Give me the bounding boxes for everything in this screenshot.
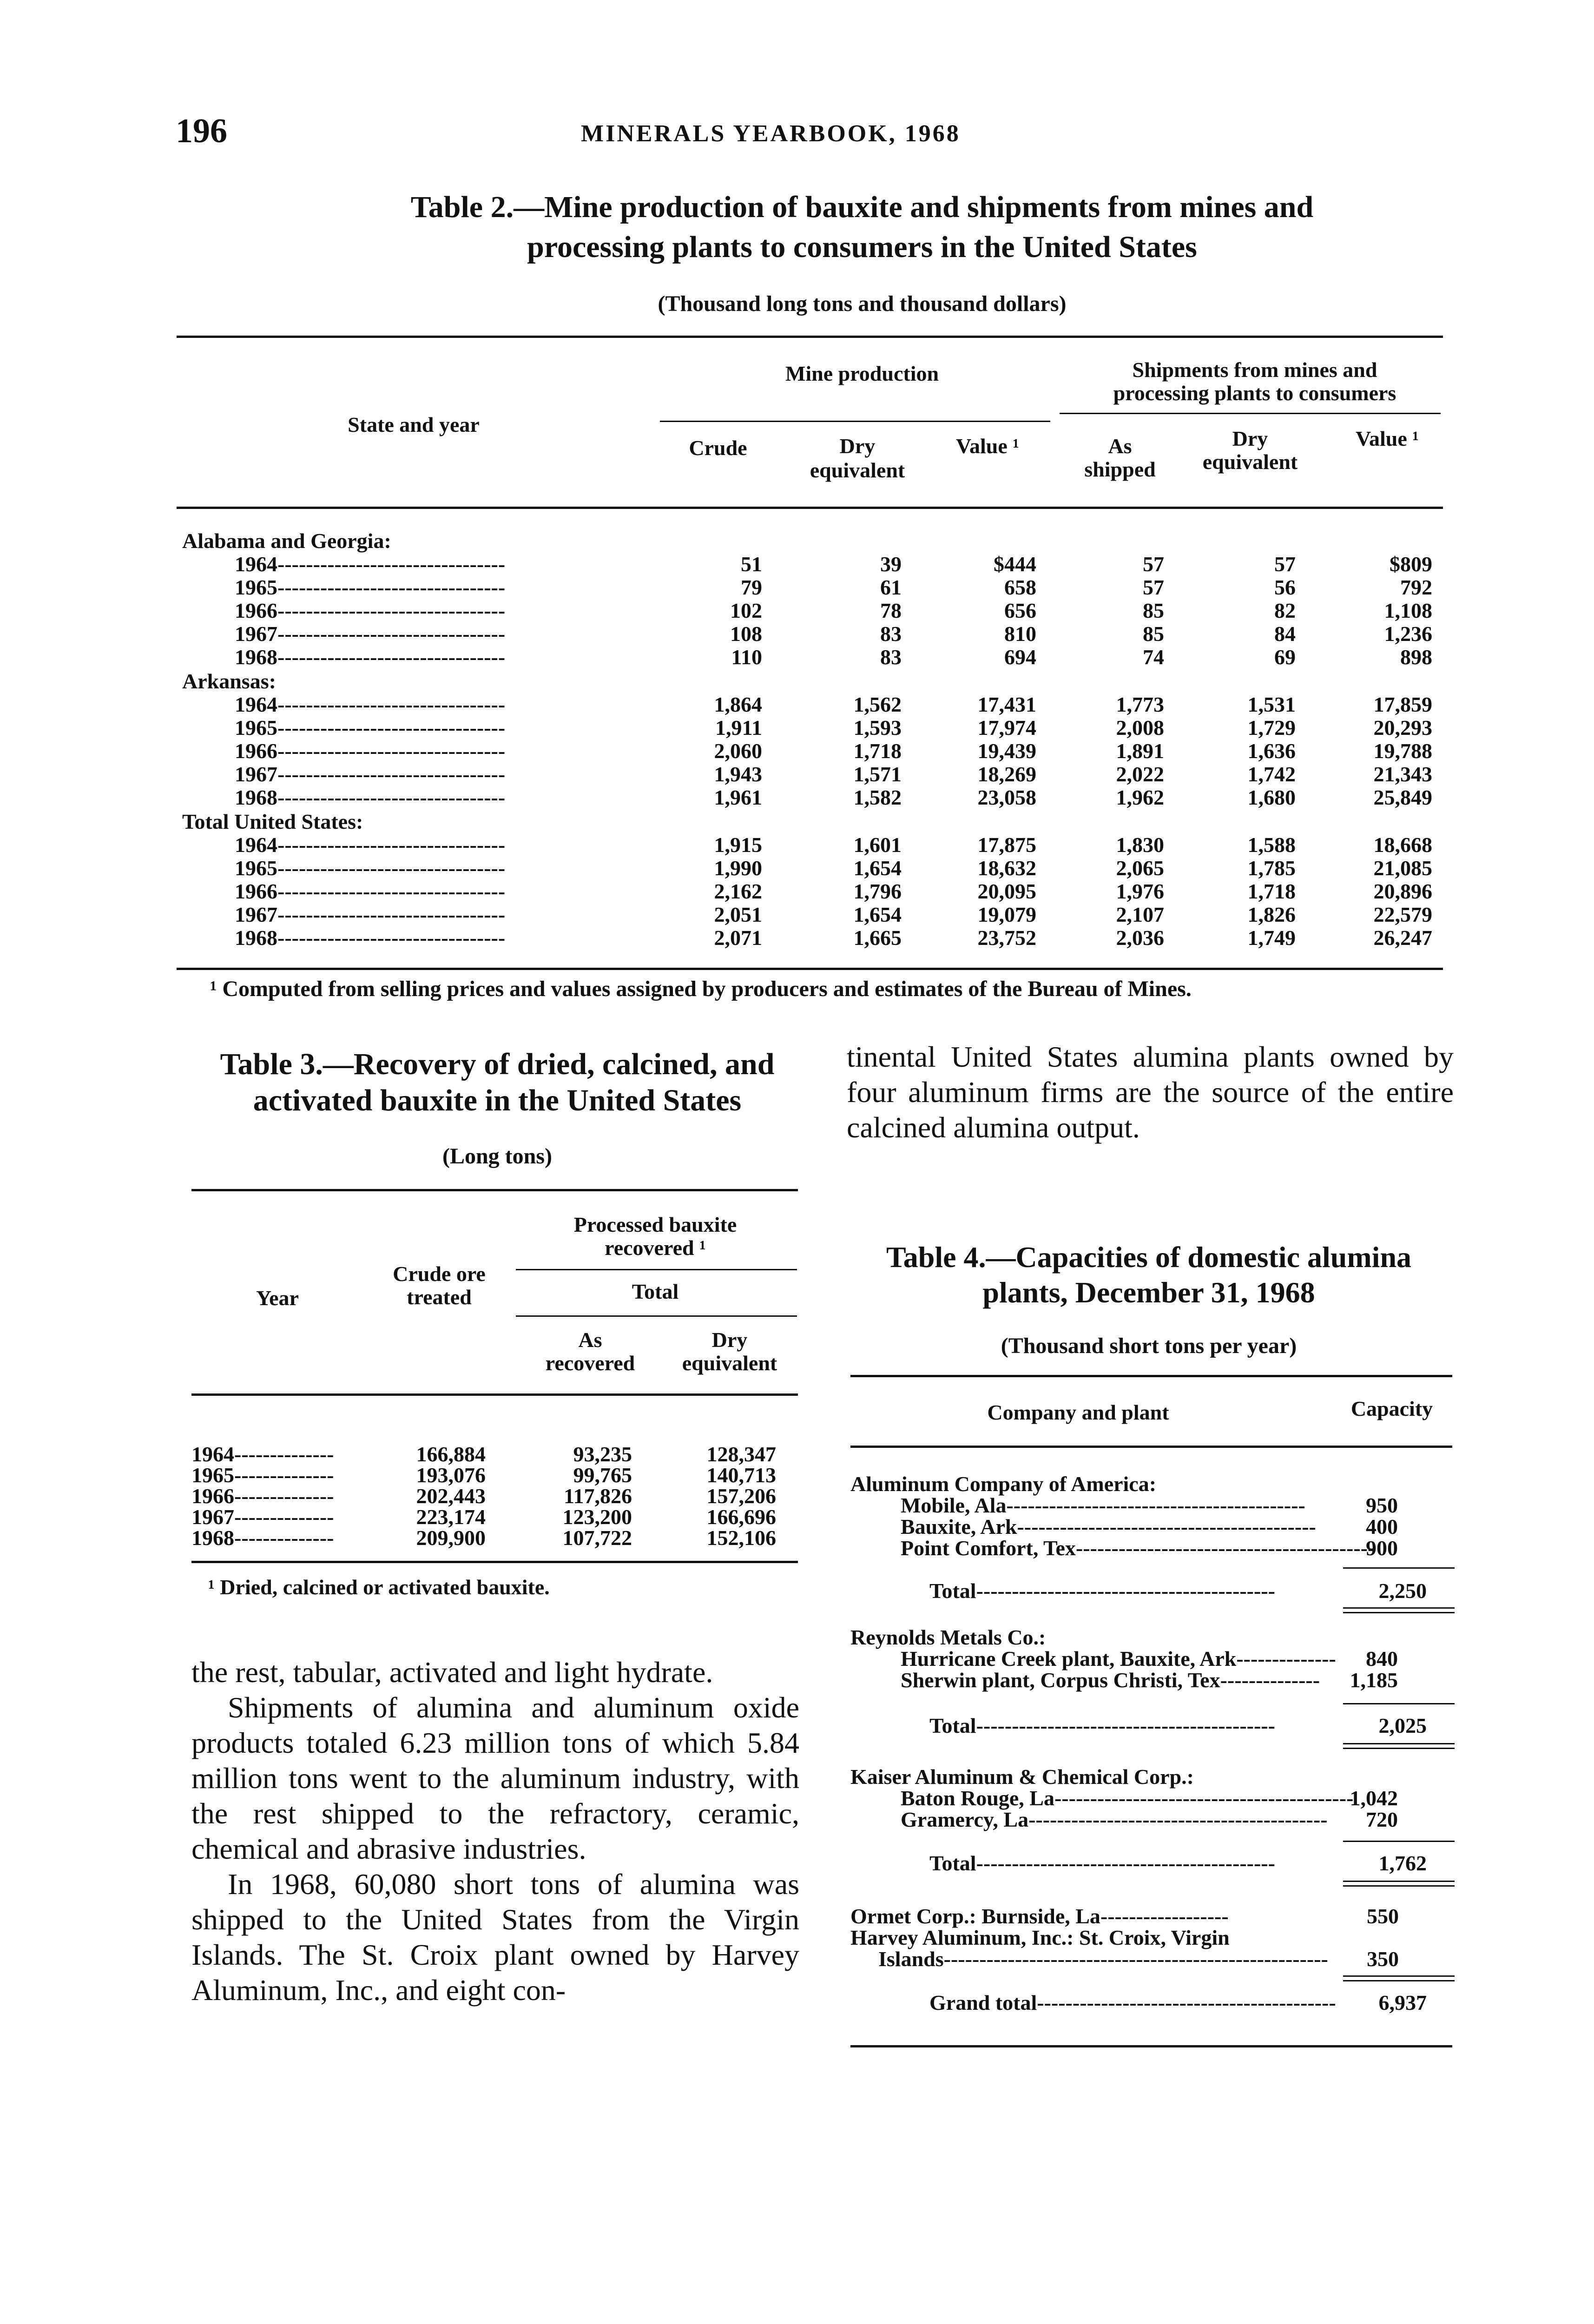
table3-units: (Long tons) [442,1144,553,1169]
list-item [850,1906,1450,1927]
table2-cell-value-shipped: 18,668 [1373,833,1432,857]
table4-plant-name: Sherwin plant, Corpus Christi, Tex-------------- [901,1668,1320,1692]
paragraph: In 1968, 60,080 short tons of alumina was shipped to the United States from the Virgin Islands. The St. Croix plant owned by Harvey Aluminum, Inc., and eight con- [191,1868,799,2007]
table4-grand-total-row [929,1992,1450,2014]
table2-year: 1964-------------------------------- [235,693,506,716]
table3-cell-dry: 166,696 [706,1505,776,1529]
table2-cell-crude: 108 [730,622,762,646]
table2-footnote: ¹ Computed from selling prices and values assigned by producers and estimates of the Bureau of Mines. [210,977,1192,1001]
list-item [901,1516,1449,1538]
table4-title-line2: plants, December 31, 1968 [982,1276,1315,1309]
list-item [901,1788,1449,1809]
table4-plant-name: Hurricane Creek plant, Bauxite, Ark-------------- [901,1647,1336,1670]
table2-cell-as-shipped: 1,962 [1116,786,1164,809]
table2-col-dry2-line1: Dry [1232,427,1268,450]
table2-group-label: Alabama and Georgia: [182,529,391,553]
table3-year: 1968-------------- [191,1526,334,1550]
table2-cell-dry-shipped: 1,636 [1247,739,1296,763]
table4-plant-name: Point Comfort, Tex------------------------------------------ [901,1536,1375,1560]
table2-cell-dry-shipped: 1,588 [1247,833,1296,857]
table2-cell-value: 17,974 [977,716,1036,739]
table2-col-dry1-line1: Dry [839,434,876,458]
table2-cell-dry-shipped: 1,826 [1247,903,1296,926]
table2-units: (Thousand long tons and thousand dollars) [658,291,1067,316]
table2-cell-value-shipped: 17,859 [1373,693,1432,716]
table2-col-dry2-line2: equivalent [1202,450,1298,474]
table2-cell-value: 18,269 [977,762,1036,786]
table2-cell-dry-shipped: 1,742 [1247,762,1296,786]
table2-col-value1: Value ¹ [955,434,1020,458]
table2-cell-dry-shipped: 1,785 [1247,856,1296,880]
table2-cell-dry-shipped: 56 [1274,575,1296,599]
table2-cell-as-shipped: 1,830 [1116,833,1164,857]
table2-cell-dry: 1,654 [853,903,902,926]
table2-cell-dry-shipped: 84 [1274,622,1296,646]
table3-cell-as-recovered: 93,235 [573,1442,632,1466]
table4-company-name: Aluminum Company of America: [850,1472,1157,1496]
table2-cell-value-shipped: 792 [1400,575,1432,599]
table2-cell-value-shipped: 25,849 [1373,786,1432,809]
table2-cell-dry: 78 [880,599,902,622]
table2-cell-value: 658 [1004,575,1036,599]
table2-group-label: Total United States: [182,810,363,833]
table2-cell-value: 17,431 [977,693,1036,716]
table2-stub-header: State and year [348,413,480,436]
table2-year: 1966-------------------------------- [235,599,506,622]
table2-cell-value-shipped: 19,788 [1373,739,1432,763]
list-item [901,1648,1449,1670]
table4-plant-name: Bauxite, Ark------------------------------------------ [901,1515,1316,1538]
table2-cell-value-shipped: $809 [1390,552,1432,576]
table2-cell-crude: 1,961 [714,786,762,809]
table2-cell-crude: 2,162 [714,879,762,903]
table2-cell-crude: 102 [730,599,762,622]
table3-title-line2: activated bauxite in the United States [253,1083,742,1117]
table2-cell-value: 18,632 [977,856,1036,880]
table4-company-name: Harvey Aluminum, Inc.: St. Croix, Virgin [850,1926,1230,1949]
table2-cell-value-shipped: 1,236 [1384,622,1432,646]
table2-cell-as-shipped: 2,008 [1116,716,1164,739]
table4-capacity: 900 [1366,1536,1398,1560]
table3-cell-crude: 209,900 [416,1526,486,1550]
table3-cell-as-recovered: 123,200 [562,1505,632,1529]
table2-cell-as-shipped: 57 [1143,552,1164,576]
table2-cell-dry: 83 [880,622,902,646]
table2-cell-dry-shipped: 57 [1274,552,1296,576]
list-item [901,1538,1449,1559]
table4-grand-total-value: 6,937 [1378,1991,1427,2014]
table4-total-row [929,1715,1450,1736]
table2-year: 1965-------------------------------- [235,716,506,739]
table2-cell-crude: 1,990 [714,856,762,880]
table2-year: 1967-------------------------------- [235,622,506,646]
paragraph: the rest, tabular, activated and light hydrate. [191,1656,713,1689]
list-item [901,1809,1449,1830]
table3-year: 1966-------------- [191,1484,334,1508]
table2-cell-dry: 1,571 [853,762,902,786]
table2-cell-dry-shipped: 69 [1274,645,1296,669]
table2-cell-value: 656 [1004,599,1036,622]
table4-company-name: Kaiser Aluminum & Chemical Corp.: [850,1765,1194,1789]
table3-col-year: Year [256,1286,299,1310]
table2-cell-dry: 1,718 [853,739,902,763]
table2-cell-dry: 1,582 [853,786,902,809]
table2-cell-as-shipped: 85 [1143,599,1164,622]
table3-cell-crude: 193,076 [416,1463,486,1487]
table4-total-double-rule [1343,1743,1455,1744]
table2-cell-value-shipped: 22,579 [1373,903,1432,926]
table2-cell-crude: 51 [741,552,762,576]
table4-capacity: 720 [1366,1808,1398,1831]
table4-total-label: Total------------------------------------------ [929,1851,1275,1875]
table3-cell-dry: 128,347 [706,1442,776,1466]
table3-cell-as-recovered: 117,826 [564,1484,632,1508]
table2-year: 1964-------------------------------- [235,833,506,857]
table2-col-crude: Crude [689,436,747,460]
paragraph: Shipments of alumina and aluminum oxide products totaled 6.23 million tons of which 5.84 million tons went to the aluminum industry, with the rest shipped to the refractory, ceramic, chemical and abrasive industries. [191,1691,799,1865]
table4-subtotal-rule [1343,1841,1455,1842]
table4-capacity: 400 [1366,1515,1398,1538]
table2-year: 1966-------------------------------- [235,739,506,763]
table4-total-label: Total------------------------------------------ [929,1579,1275,1603]
table2-year: 1968-------------------------------- [235,786,506,809]
table4-subtotal-rule [1343,1703,1455,1704]
table4-capacity: 1,185 [1350,1668,1398,1692]
table2-cell-crude: 2,051 [714,903,762,926]
table4-total-double-rule [1343,1612,1455,1613]
table3-col-dry-line2: equivalent [682,1351,777,1375]
table2-year: 1965-------------------------------- [235,856,506,880]
table2-cell-dry: 1,601 [853,833,902,857]
table2-title-line1: Table 2.—Mine production of bauxite and shipments from mines and [410,190,1314,224]
table4-company-name: Reynolds Metals Co.: [850,1625,1046,1649]
table2-title-line2: processing plants to consumers in the United States [527,230,1197,264]
table4-plant-name: Islands------------------------------------------------------ [878,1947,1328,1971]
table2-group-shipments-line1: Shipments from mines and [1132,358,1377,382]
table2-cell-as-shipped: 57 [1143,575,1164,599]
table2-col-as-shipped-line2: shipped [1084,457,1156,481]
table4-total-double-rule [1343,1881,1455,1882]
table2-year: 1964-------------------------------- [235,552,506,576]
table2-col-value2: Value ¹ [1355,427,1419,450]
table4-total-value: 2,250 [1378,1579,1427,1603]
table3-cell-dry: 152,106 [706,1526,776,1550]
table3-col-crude-line2: treated [407,1285,472,1309]
running-head: MINERALS YEARBOOK, 1968 [581,120,961,147]
table4-capacity: 1,042 [1350,1786,1398,1810]
list-item [901,1495,1449,1516]
table3-cell-crude: 202,443 [416,1484,486,1508]
table2-col-as-shipped-line1: As [1108,434,1132,458]
table2-cell-crude: 79 [741,575,762,599]
table2-year: 1965-------------------------------- [235,575,506,599]
table2-group-mine: Mine production [785,362,939,385]
table2-cell-as-shipped: 2,107 [1116,903,1164,926]
table4-total-double-rule [1343,1748,1455,1749]
table3-year: 1964-------------- [191,1442,334,1466]
table2-cell-dry: 61 [880,575,902,599]
table2-cell-crude: 2,060 [714,739,762,763]
table4-bottom-rule [850,2045,1452,2047]
table4-units: (Thousand short tons per year) [1001,1334,1297,1358]
table2-year: 1966-------------------------------- [235,879,506,903]
table2-cell-crude: 1,943 [714,762,762,786]
list-item [901,1670,1449,1691]
table3-cell-crude: 166,884 [416,1442,486,1466]
table2-cell-value-shipped: 1,108 [1384,599,1432,622]
table4-col-company: Company and plant [987,1400,1169,1424]
table3-year: 1965-------------- [191,1463,334,1487]
table2-year: 1968-------------------------------- [235,926,506,950]
table2-cell-dry-shipped: 1,718 [1247,879,1296,903]
table3-cell-as-recovered: 107,722 [562,1526,632,1550]
table2-group-shipments-line2: processing plants to consumers [1113,381,1396,405]
table4-plant-name: Baton Rouge, La------------------------------------------ [901,1786,1354,1810]
table2-cell-as-shipped: 1,773 [1116,693,1164,716]
table2-cell-as-shipped: 2,065 [1116,856,1164,880]
table2-year: 1968-------------------------------- [235,645,506,669]
table3-cell-dry: 157,206 [706,1484,776,1508]
table2-cell-value: 694 [1004,645,1036,669]
table2-cell-crude: 1,915 [714,833,762,857]
page-number: 196 [176,112,227,150]
table3-year: 1967-------------- [191,1505,334,1529]
table2-cell-value: 19,439 [977,739,1036,763]
table2-cell-dry-shipped: 82 [1274,599,1296,622]
table3-col-as-line1: As [578,1328,602,1352]
table2-cell-as-shipped: 74 [1143,645,1164,669]
table2-cell-value: 23,058 [977,786,1036,809]
table2-cell-value: 23,752 [977,926,1036,950]
table2-cell-as-shipped: 2,022 [1116,762,1164,786]
table4-total-double-rule [1343,1885,1455,1887]
table3-col-dry-line1: Dry [711,1328,748,1352]
table3-group-processed-line1: Processed bauxite [573,1213,737,1236]
table3-cell-crude: 223,174 [416,1505,486,1529]
table4-total-double-rule [1343,1607,1455,1609]
paragraph: tinental United States alumina plants owned by four aluminum firms are the source of the entire calcined alumina output. [847,1040,1454,1144]
table2-cell-as-shipped: 2,036 [1116,926,1164,950]
table2-cell-crude: 1,864 [714,693,762,716]
table2-year: 1967-------------------------------- [235,903,506,926]
table4-title-line1: Table 4.—Capacities of domestic alumina [886,1241,1412,1274]
table3-col-crude-line1: Crude ore [393,1262,486,1286]
table4-capacity: 950 [1366,1493,1398,1517]
table4-plant-name: Ormet Corp.: Burnside, La------------------ [850,1904,1229,1928]
table4-grand-total-rule [1343,1980,1455,1981]
table2-col-dry1-line2: equivalent [810,458,905,482]
table2-cell-value-shipped: 26,247 [1373,926,1432,950]
table4-subtotal-rule [1343,1567,1455,1569]
table4-plant-name: Mobile, Ala------------------------------------------ [901,1493,1305,1517]
table4-total-row [929,1580,1450,1602]
table2-group-label: Arkansas: [182,669,276,693]
table2-cell-value: 20,095 [977,879,1036,903]
table2-cell-dry-shipped: 1,729 [1247,716,1296,739]
table2-cell-dry: 39 [880,552,902,576]
table2-cell-value: 17,875 [977,833,1036,857]
table2-cell-as-shipped: 85 [1143,622,1164,646]
table2-cell-as-shipped: 1,891 [1116,739,1164,763]
table2-cell-value-shipped: 21,085 [1373,856,1432,880]
table2-cell-crude: 110 [731,645,762,669]
table2-cell-dry: 1,796 [853,879,902,903]
table2-cell-dry: 1,665 [853,926,902,950]
table2-cell-dry: 1,562 [853,693,902,716]
list-item [878,1948,1450,1970]
table2-cell-value: 810 [1004,622,1036,646]
table2-cell-value-shipped: 20,293 [1373,716,1432,739]
table2-year: 1967-------------------------------- [235,762,506,786]
table4-total-label: Total------------------------------------------ [929,1714,1275,1737]
table4-capacity: 350 [1367,1947,1399,1971]
table3-footnote: ¹ Dried, calcined or activated bauxite. [208,1575,550,1599]
table2-cell-value: $444 [994,552,1036,576]
table4-grand-total-rule [1343,1975,1455,1977]
table2-cell-dry-shipped: 1,680 [1247,786,1296,809]
table2-cell-value-shipped: 898 [1400,645,1432,669]
table4-col-capacity: Capacity [1350,1397,1433,1420]
table2-cell-dry: 1,654 [853,856,902,880]
table4-plant-name: Gramercy, La------------------------------------------ [901,1808,1328,1831]
table2-cell-dry: 1,593 [853,716,902,739]
table2-cell-crude: 2,071 [714,926,762,950]
table2-cell-as-shipped: 1,976 [1116,879,1164,903]
table2-cell-value-shipped: 20,896 [1373,879,1432,903]
table4-grand-total-label: Grand total------------------------------------------ [929,1991,1336,2014]
table3-title-line1: Table 3.—Recovery of dried, calcined, and [220,1047,775,1081]
table2-cell-dry-shipped: 1,749 [1247,926,1296,950]
table4-total-value: 1,762 [1378,1851,1427,1875]
table4-total-row [929,1853,1450,1874]
table2-cell-crude: 1,911 [715,716,762,739]
table3-group-processed-line2: recovered ¹ [605,1236,706,1260]
table2-cell-dry: 83 [880,645,902,669]
table4-capacity: 840 [1366,1647,1398,1670]
table3-subgroup-total: Total [632,1280,679,1303]
table2-cell-dry-shipped: 1,531 [1247,693,1296,716]
table3-cell-as-recovered: 99,765 [573,1463,632,1487]
table2-cell-value: 19,079 [977,903,1036,926]
table2-cell-value-shipped: 21,343 [1373,762,1432,786]
table4-capacity: 550 [1367,1904,1399,1928]
table3-col-as-line2: recovered [545,1351,635,1375]
table4-total-value: 2,025 [1378,1714,1427,1737]
table3-cell-dry: 140,713 [706,1463,776,1487]
